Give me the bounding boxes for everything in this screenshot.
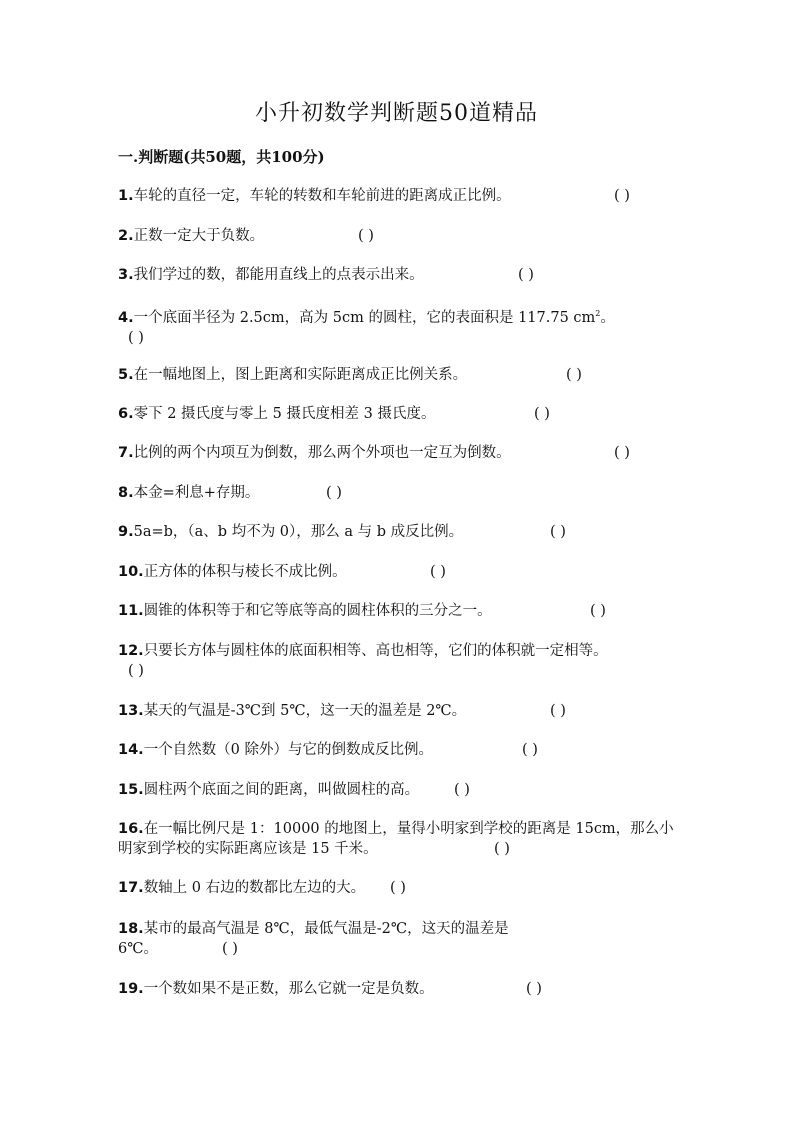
question-text: 某天的气温是-3℃到 5℃，这一天的温差是 2℃。 — [143, 703, 467, 719]
section-heading: 一.判断题(共50题，共100分) — [118, 148, 325, 166]
answer-blank[interactable]: ( ) — [550, 703, 566, 719]
answer-blank[interactable]: ( ) — [590, 603, 606, 619]
question-number: 18. — [118, 921, 144, 937]
question-5 — [118, 365, 678, 385]
question-text: 我们学过的数，都能用直线上的点表示出来。 — [133, 267, 424, 283]
question-text: 一个底面半径为 2.5cm，高为 5cm 的圆柱，它的表面积是 117.75 cm — [133, 309, 596, 326]
question-text: 数轴上 0 右边的数都比左边的大。 — [143, 880, 366, 896]
answer-blank[interactable]: ( ) — [430, 564, 446, 580]
question-number: 19. — [118, 981, 144, 997]
question-8 — [118, 483, 678, 503]
question-text: 比例的两个内项互为倒数，那么两个外项也一定互为倒数。 — [133, 445, 511, 461]
question-number: 13. — [118, 703, 144, 719]
answer-blank[interactable]: ( ) — [128, 329, 144, 346]
answer-blank[interactable]: ( ) — [358, 228, 374, 244]
question-1 — [118, 186, 678, 206]
question-number: 16. — [118, 821, 144, 837]
question-7 — [118, 443, 678, 463]
answer-blank[interactable]: ( ) — [550, 524, 566, 540]
question-text: 正方体的体积与棱长不成比例。 — [143, 564, 347, 580]
question-14 — [118, 740, 678, 760]
question-number: 5. — [118, 367, 134, 383]
question-15 — [118, 780, 678, 800]
answer-blank[interactable]: ( ) — [494, 841, 510, 857]
question-number: 1. — [118, 188, 134, 204]
question-text: 在一幅地图上，图上距离和实际距离成正比例关系。 — [133, 367, 468, 383]
answer-blank[interactable]: ( ) — [566, 367, 582, 383]
question-number: 15. — [118, 782, 144, 798]
question-number: 10. — [118, 564, 144, 580]
question-text: 一个数如果不是正数，那么它就一定是负数。 — [143, 981, 434, 997]
question-10 — [118, 562, 678, 582]
question-number: 14. — [118, 742, 144, 758]
exponent: 2 — [595, 309, 601, 318]
question-9 — [118, 522, 678, 542]
question-text: 正数一定大于负数。 — [133, 228, 265, 244]
question-text: 一个自然数（0 除外）与它的倒数成反比例。 — [143, 742, 434, 758]
question-13 — [118, 701, 678, 721]
question-2 — [118, 226, 678, 246]
question-3 — [118, 265, 678, 285]
answer-blank[interactable]: ( ) — [222, 941, 238, 957]
question-number: 9. — [118, 524, 134, 540]
question-number: 17. — [118, 880, 144, 896]
answer-blank[interactable]: ( ) — [390, 880, 406, 896]
question-number: 3. — [118, 267, 134, 283]
question-16 — [118, 819, 678, 859]
question-12 — [118, 641, 678, 681]
question-number: 7. — [118, 445, 134, 461]
answer-blank[interactable]: ( ) — [534, 406, 550, 422]
page-title: 小升初数学判断题50道精品 — [255, 101, 538, 126]
answer-blank[interactable]: ( ) — [522, 742, 538, 758]
answer-blank[interactable]: ( ) — [614, 445, 630, 461]
question-text: 某市的最高气温是 8℃，最低气温是-2℃，这天的温差是 6℃。 — [118, 921, 509, 957]
question-text: 在一幅比例尺是 1：10000 的地图上，量得小明家到学校的距离是 15cm，那么小明家到学校的实际距离应该是 15 千米。 — [118, 821, 674, 857]
question-text: 零下 2 摄氏度与零上 5 摄氏度相差 3 摄氏度。 — [133, 406, 436, 422]
question-text: 车轮的直径一定，车轮的转数和车轮前进的距离成正比例。 — [133, 188, 511, 204]
answer-blank[interactable]: ( ) — [326, 485, 342, 501]
answer-blank[interactable]: ( ) — [614, 188, 630, 204]
question-4 — [118, 304, 678, 348]
question-text: 只要长方体与圆柱体的底面积相等、高也相等，它们的体积就一定相等。 — [143, 643, 608, 659]
question-number: 8. — [118, 485, 134, 501]
question-text: 本金=利息+存期。 — [133, 485, 260, 501]
question-tail: 。 — [600, 309, 615, 326]
answer-blank[interactable]: ( ) — [518, 267, 534, 283]
question-number: 4. — [118, 309, 134, 326]
question-text: 圆锥的体积等于和它等底等高的圆柱体积的三分之一。 — [143, 603, 492, 619]
question-19 — [118, 979, 678, 999]
question-number: 2. — [118, 228, 134, 244]
question-6 — [118, 404, 678, 424]
question-text: 圆柱两个底面之间的距离，叫做圆柱的高。 — [143, 782, 420, 798]
question-number: 6. — [118, 406, 134, 422]
question-number: 11. — [118, 603, 144, 619]
question-text: 5a=b，（a、b 均不为 0），那么 a 与 b 成反比例。 — [133, 524, 464, 540]
question-number: 12. — [118, 643, 144, 659]
answer-blank[interactable]: ( ) — [454, 782, 470, 798]
answer-blank[interactable]: ( ) — [526, 981, 542, 997]
question-18 — [118, 919, 548, 959]
answer-blank[interactable]: ( ) — [128, 663, 144, 679]
